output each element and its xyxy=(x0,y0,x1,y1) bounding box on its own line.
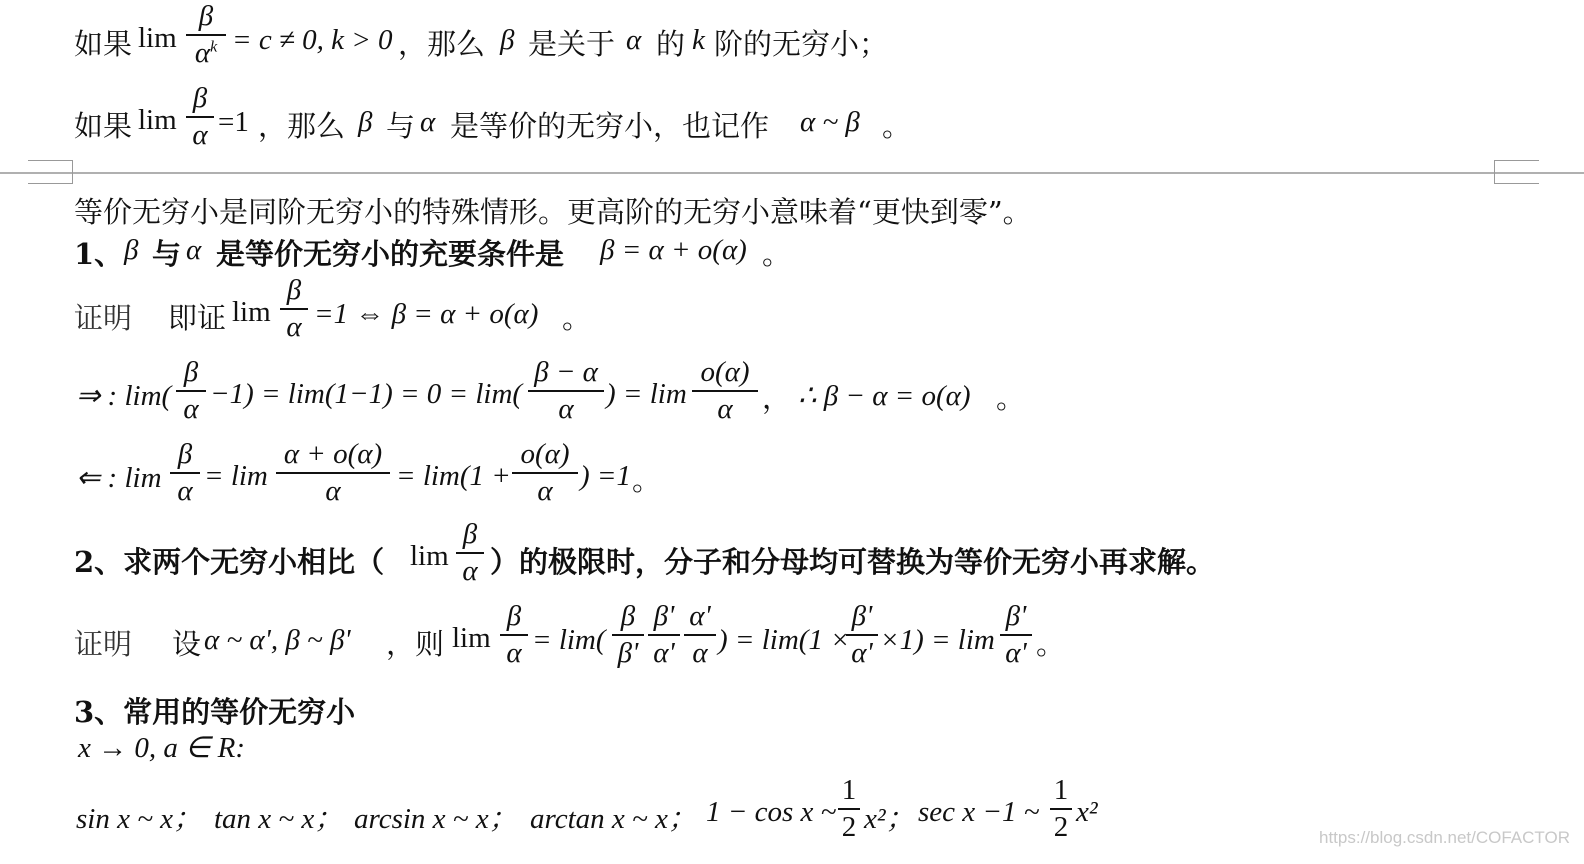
text: ，那么 xyxy=(258,109,346,143)
paragraph: 等价无穷小是同阶无穷小的特殊情形。更高阶的无穷小意味着“更快到零”。 xyxy=(74,195,1032,229)
text: 2、求两个无穷小相比（ xyxy=(74,545,385,579)
text: 如果 xyxy=(74,109,133,143)
numerator: o(α) xyxy=(700,356,750,388)
text: 。 xyxy=(882,109,912,143)
fraction xyxy=(170,440,200,506)
fraction xyxy=(186,2,226,68)
equivalence: 1 − cos x ~ xyxy=(706,796,837,828)
formula: = lim(1 + xyxy=(396,460,511,492)
alpha-symbol: α xyxy=(186,234,202,266)
proof-label: 证明 xyxy=(74,627,133,661)
numerator: β' xyxy=(851,600,873,632)
condition: = c ≠ 0, k > 0 xyxy=(232,24,393,56)
formula: ) = lim xyxy=(606,378,687,410)
denominator: α xyxy=(558,393,574,425)
numerator: 1 xyxy=(1053,774,1069,806)
equivalence: α ~ β xyxy=(800,106,860,138)
fraction xyxy=(684,602,716,668)
equivalence: sin x ~ x； xyxy=(76,803,203,835)
denominator: α' xyxy=(1005,637,1027,669)
equivalence: x²； xyxy=(864,803,915,835)
text: ， xyxy=(762,381,792,415)
formula: = lim xyxy=(204,460,268,492)
denominator: α xyxy=(325,475,341,507)
numerator: β xyxy=(198,0,214,32)
fraction xyxy=(1000,602,1032,668)
fraction xyxy=(528,358,604,424)
equivalence: x² xyxy=(1076,796,1098,828)
text: 阶的无穷小； xyxy=(714,27,889,61)
denominator: α' xyxy=(851,637,873,669)
beta-symbol: β xyxy=(500,24,515,56)
text: 。 xyxy=(562,301,592,335)
beta-symbol: β xyxy=(124,234,139,266)
denominator: α xyxy=(177,475,193,507)
proof-label: 证明 xyxy=(74,301,133,335)
page-corner-mark xyxy=(1494,160,1539,184)
text: 。 xyxy=(762,237,792,271)
fraction xyxy=(500,602,528,668)
numerator: α + o(α) xyxy=(283,438,383,470)
alpha-symbol: α xyxy=(420,106,436,138)
beta-symbol: β xyxy=(358,106,373,138)
equivalence: arctan x ~ x； xyxy=(530,803,697,835)
lim-label: lim xyxy=(232,296,271,328)
watermark: https://blog.csdn.net/COFACTOR xyxy=(1318,828,1570,847)
fraction xyxy=(648,602,680,668)
denominator: α xyxy=(192,119,208,151)
text: 与 xyxy=(152,237,182,271)
denominator: α xyxy=(183,393,199,425)
numerator: α' xyxy=(689,600,711,632)
equals-one: =1 xyxy=(218,106,249,138)
denominator: α xyxy=(194,37,211,69)
formula: ) = lim(1 × xyxy=(718,624,850,656)
fraction xyxy=(612,602,644,668)
numerator: o(α) xyxy=(520,438,570,470)
denominator: α xyxy=(462,555,478,587)
page-corner-mark xyxy=(28,160,73,184)
text: 。 xyxy=(1036,627,1066,661)
fraction xyxy=(846,602,878,668)
equivalence: tan x ~ x； xyxy=(214,803,344,835)
denominator: α xyxy=(692,637,708,669)
formula: ) =1 xyxy=(580,460,631,492)
fraction xyxy=(512,440,578,506)
fraction xyxy=(838,776,860,842)
formula: = lim( xyxy=(532,624,606,656)
denominator: 2 xyxy=(841,811,857,843)
text: 。 xyxy=(632,463,662,497)
page-separator xyxy=(0,172,1584,174)
denominator: α' xyxy=(653,637,675,669)
formula: ⇒ : lim( xyxy=(76,380,172,412)
text: 的 xyxy=(656,27,686,61)
formula: ⇐ : lim xyxy=(76,462,162,494)
formula: =1 ⇔ β = α + o(α) xyxy=(314,298,539,330)
text: 是关于 xyxy=(528,27,616,61)
numerator: β' xyxy=(1005,600,1027,632)
alpha-symbol: α xyxy=(626,24,642,56)
item-number: 1、 xyxy=(74,237,124,271)
numerator: β' xyxy=(653,600,675,632)
numerator: β − α xyxy=(534,356,598,388)
numerator: 1 xyxy=(841,774,857,806)
text: 与 xyxy=(386,109,416,143)
fraction xyxy=(1050,776,1072,842)
numerator: β xyxy=(192,82,208,114)
exponent: k xyxy=(210,38,218,56)
numerator: β xyxy=(286,274,302,306)
numerator: β xyxy=(620,600,636,632)
text: 如果 xyxy=(74,27,133,61)
fraction xyxy=(456,520,484,586)
section-heading: 3、常用的等价无穷小 xyxy=(74,695,356,729)
denominator: β' xyxy=(617,637,639,669)
denominator: α xyxy=(286,311,302,343)
denominator: 2 xyxy=(1053,811,1069,843)
lim-label: lim xyxy=(138,104,177,136)
text: 即证 xyxy=(168,301,227,335)
text: ）的极限时，分子和分母均可替换为等价无穷小再求解。 xyxy=(490,545,1216,579)
text: 。 xyxy=(996,381,1026,415)
numerator: β xyxy=(177,438,193,470)
lim-label: lim xyxy=(410,540,449,572)
denominator: α xyxy=(717,393,733,425)
formula: ×1) = lim xyxy=(880,624,995,656)
numerator: β xyxy=(462,518,478,550)
numerator: β xyxy=(506,600,522,632)
text: 是等价无穷小的充要条件是 xyxy=(216,237,565,271)
lim-label: lim xyxy=(138,22,177,54)
formula: −1) = lim(1−1) = 0 = lim( xyxy=(210,378,523,410)
fraction xyxy=(280,276,308,342)
equivalence: sec x −1 ~ xyxy=(918,796,1040,828)
denominator: α xyxy=(537,475,553,507)
lim-label: lim xyxy=(452,622,491,654)
numerator: β xyxy=(183,356,199,388)
condition: x → 0, a ∈ R: xyxy=(78,732,246,764)
equivalence: arcsin x ~ x； xyxy=(354,803,518,835)
formula: α ~ α', β ~ β' xyxy=(204,624,351,656)
text: 设 xyxy=(172,627,202,661)
text: ，则 xyxy=(386,627,445,661)
formula: β = α + o(α) xyxy=(600,234,747,266)
denominator: α xyxy=(506,637,522,669)
fraction xyxy=(276,440,390,506)
fraction xyxy=(176,358,206,424)
fraction xyxy=(186,84,214,150)
k-symbol: k xyxy=(692,24,705,56)
text: 是等价的无穷小，也记作 xyxy=(450,109,770,143)
formula: ∴ β − α = o(α) xyxy=(798,380,971,412)
fraction xyxy=(692,358,758,424)
text: ，那么 xyxy=(398,27,486,61)
